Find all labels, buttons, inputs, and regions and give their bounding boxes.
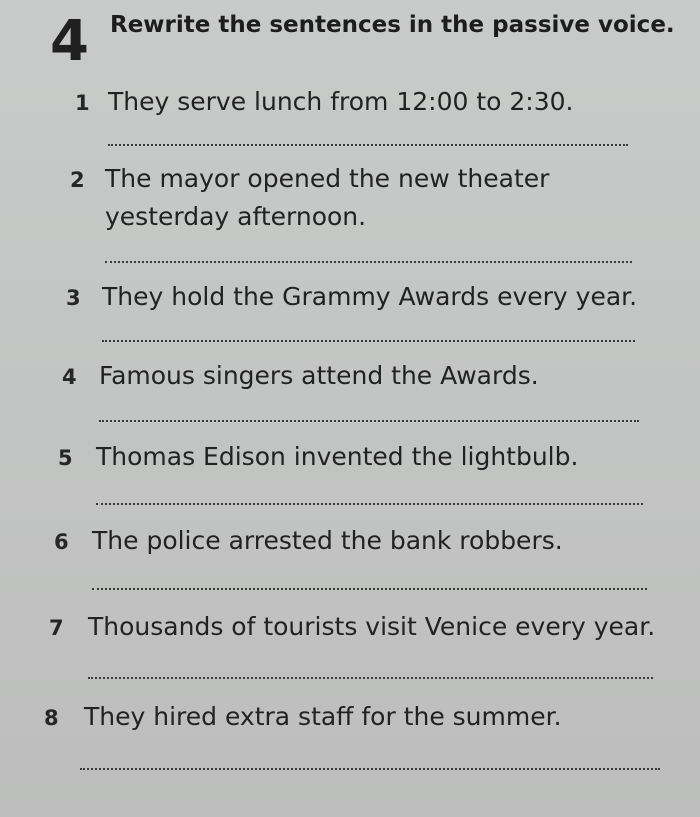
item-text-2-continued: yesterday afternoon. bbox=[105, 202, 367, 231]
item-number-6: 6 bbox=[54, 530, 69, 554]
item-number-8: 8 bbox=[44, 706, 59, 730]
answer-line-8[interactable] bbox=[80, 768, 660, 770]
answer-line-7[interactable] bbox=[88, 677, 653, 679]
exercise-instruction: Rewrite the sentences in the passive voice. bbox=[110, 12, 675, 38]
answer-line-6[interactable] bbox=[92, 588, 647, 590]
answer-line-4[interactable] bbox=[99, 420, 639, 422]
item-number-2: 2 bbox=[70, 168, 85, 192]
item-number-7: 7 bbox=[49, 616, 64, 640]
answer-line-3[interactable] bbox=[102, 340, 635, 342]
item-number-4: 4 bbox=[62, 365, 77, 389]
item-text-4: Famous singers attend the Awards. bbox=[99, 361, 539, 390]
item-text-7: Thousands of tourists visit Venice every year. bbox=[88, 612, 656, 641]
item-text-2: The mayor opened the new theater bbox=[105, 164, 550, 193]
item-text-8: They hired extra staff for the summer. bbox=[84, 702, 562, 731]
answer-line-1[interactable] bbox=[108, 144, 628, 146]
item-number-5: 5 bbox=[58, 446, 73, 470]
exercise-number: 4 bbox=[50, 9, 89, 74]
item-number-3: 3 bbox=[66, 286, 81, 310]
item-text-5: Thomas Edison invented the lightbulb. bbox=[96, 442, 579, 471]
item-text-3: They hold the Grammy Awards every year. bbox=[102, 282, 638, 311]
item-text-6: The police arrested the bank robbers. bbox=[92, 526, 563, 555]
item-text-1: They serve lunch from 12:00 to 2:30. bbox=[108, 87, 574, 116]
answer-line-2[interactable] bbox=[105, 261, 632, 263]
item-number-1: 1 bbox=[75, 91, 90, 115]
answer-line-5[interactable] bbox=[96, 503, 643, 505]
